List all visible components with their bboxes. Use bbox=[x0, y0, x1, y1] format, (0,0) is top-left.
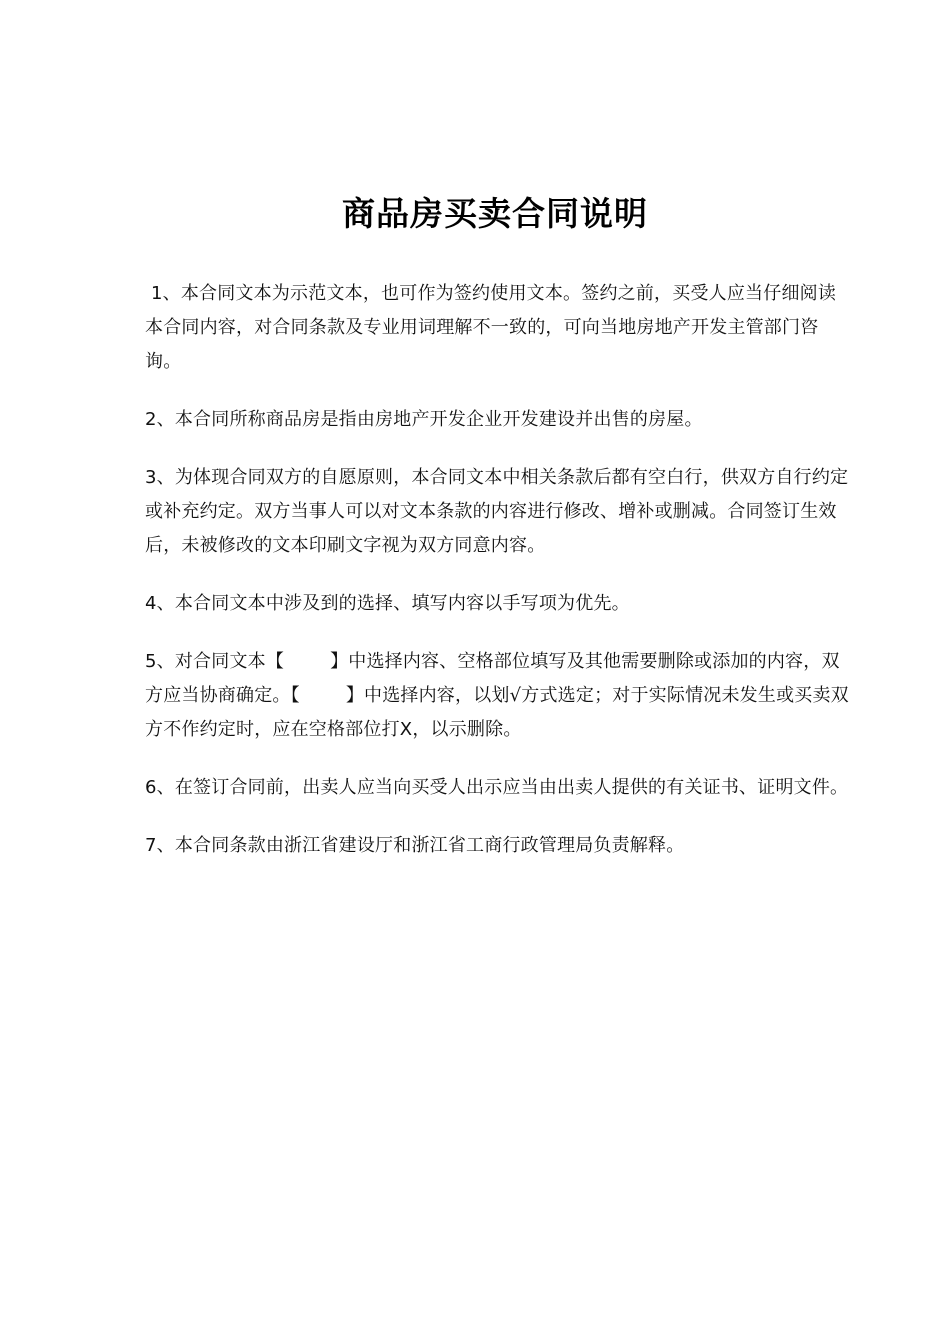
paragraph-1: 1、本合同文本为示范文本，也可作为签约使用文本。签约之前，买受人应当仔细阅读本合同内容，对合同条款及专业用词理解不一致的，可向当地房地产开发主管部门咨询。 bbox=[145, 283, 837, 372]
paragraph-3: 3、为体现合同双方的自愿原则，本合同文本中相关条款后都有空白行，供双方自行约定或补充约定。双方当事人可以对文本条款的内容进行修改、增补或删减。合同签订生效后，未被修改的文本印刷文字视为双方同意内容。 bbox=[145, 467, 849, 556]
document-title: 商品房买卖合同说明 bbox=[342, 194, 648, 233]
paragraph-5-part-3: 】中选择内容，以划√方式选定；对于实际情况未发生或买卖双方不作约定时，应在空格部位打X，以示删除。 bbox=[145, 685, 849, 740]
paragraph-5-part-1: 5、对合同文本【 bbox=[145, 651, 285, 672]
paragraph-4: 4、本合同文本中涉及到的选择、填写内容以手写项为优先。 bbox=[145, 593, 630, 614]
paragraph-2: 2、本合同所称商品房是指由房地产开发企业开发建设并出售的房屋。 bbox=[145, 409, 703, 430]
paragraph-7: 7、本合同条款由浙江省建设厅和浙江省工商行政管理局负责解释。 bbox=[145, 835, 685, 856]
paragraph-5-part-2: 】中选择内容、空格部位填写及其他需要删除或添加的内容，双方应当协商确定。【 bbox=[145, 651, 840, 706]
document-body bbox=[145, 277, 850, 887]
paragraph-5 bbox=[145, 645, 850, 747]
paragraph-6: 6、在签订合同前，出卖人应当向买受人出示应当由出卖人提供的有关证书、证明文件。 bbox=[145, 777, 849, 798]
